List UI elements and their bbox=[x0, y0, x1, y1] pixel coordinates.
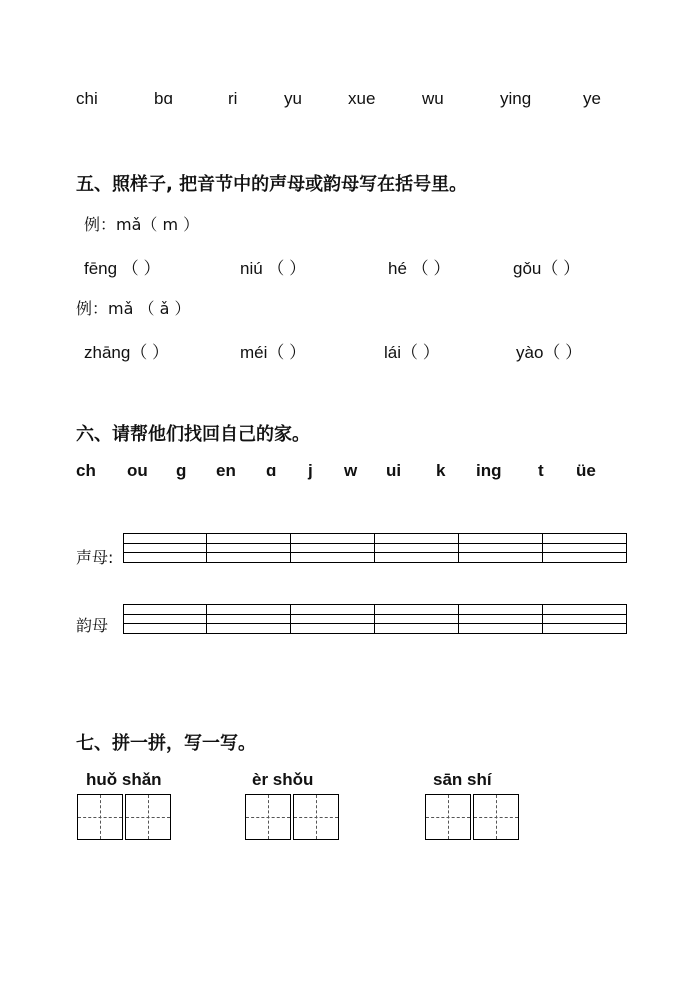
tianzige-pair[interactable] bbox=[425, 794, 519, 840]
letter-item: ɑ bbox=[266, 461, 277, 480]
blank-item: méi（ ） bbox=[240, 343, 307, 362]
pinyin-row-item: ye bbox=[583, 89, 601, 108]
letter-item: ou bbox=[127, 461, 148, 480]
section-five-title: 五、照样子, 把音节中的声母或韵母写在括号里。 bbox=[76, 174, 468, 195]
word-pinyin: sān shí bbox=[433, 770, 492, 789]
grid-cell[interactable] bbox=[123, 533, 207, 563]
grid-cell[interactable] bbox=[375, 533, 459, 563]
grid-cell[interactable] bbox=[459, 533, 543, 563]
grid-cell[interactable] bbox=[459, 604, 543, 634]
tianzige-box[interactable] bbox=[125, 794, 171, 840]
blank-item: niú （ ） bbox=[240, 259, 307, 278]
tianzige-box[interactable] bbox=[473, 794, 519, 840]
shengmu-label: 声母: bbox=[76, 548, 114, 567]
word-pinyin: èr shǒu bbox=[252, 770, 314, 789]
blank-item: hé （ ） bbox=[388, 259, 451, 278]
example-one: 例：mǎ（ m ） bbox=[84, 215, 200, 234]
blank-item: ɡǒu（ ） bbox=[513, 259, 581, 278]
grid-cell[interactable] bbox=[543, 533, 627, 563]
yunmu-label: 韵母 bbox=[76, 616, 109, 635]
letter-item: k bbox=[436, 461, 446, 480]
tianzige-box[interactable] bbox=[245, 794, 291, 840]
section-seven-title: 七、拼一拼，写一写。 bbox=[76, 733, 256, 754]
grid-cell[interactable] bbox=[123, 604, 207, 634]
grid-cell[interactable] bbox=[375, 604, 459, 634]
pinyin-row-item: xue bbox=[348, 89, 376, 108]
grid-cell[interactable] bbox=[291, 604, 375, 634]
grid-cell[interactable] bbox=[207, 533, 291, 563]
tianzige-box[interactable] bbox=[77, 794, 123, 840]
grid-cell[interactable] bbox=[543, 604, 627, 634]
pinyin-row-item: yinɡ bbox=[500, 89, 532, 108]
section-six-title: 六、请帮他们找回自己的家。 bbox=[76, 424, 310, 445]
letter-item: üe bbox=[576, 461, 596, 480]
blank-item: lái（ ） bbox=[384, 343, 440, 362]
pinyin-row-item: yu bbox=[284, 89, 302, 108]
letter-item: ing bbox=[476, 461, 502, 480]
yunmu-writing-grid[interactable] bbox=[123, 604, 627, 634]
tianzige-pair[interactable] bbox=[245, 794, 339, 840]
blank-item: yào（ ） bbox=[516, 343, 583, 362]
blank-item: zhānɡ（ ） bbox=[84, 343, 170, 362]
letter-item: w bbox=[344, 461, 358, 480]
letter-item: t bbox=[538, 461, 544, 480]
letter-item: j bbox=[308, 461, 313, 480]
letter-item: ui bbox=[386, 461, 402, 480]
tianzige-box[interactable] bbox=[293, 794, 339, 840]
letter-item: ch bbox=[76, 461, 96, 480]
letter-item: en bbox=[216, 461, 236, 480]
tianzige-pair[interactable] bbox=[77, 794, 171, 840]
grid-cell[interactable] bbox=[207, 604, 291, 634]
pinyin-row-item: chi bbox=[76, 89, 98, 108]
pinyin-row-item: wu bbox=[422, 89, 444, 108]
letter-item: ɡ bbox=[176, 461, 187, 480]
tianzige-box[interactable] bbox=[425, 794, 471, 840]
word-pinyin: huǒ shǎn bbox=[86, 770, 162, 789]
pinyin-row-item: bɑ bbox=[154, 89, 173, 108]
example-two: 例：mǎ （ ǎ ） bbox=[76, 299, 191, 318]
blank-item: fēnɡ （ ） bbox=[84, 259, 161, 278]
grid-cell[interactable] bbox=[291, 533, 375, 563]
pinyin-row-item: ri bbox=[228, 89, 238, 108]
shengmu-writing-grid[interactable] bbox=[123, 533, 627, 563]
